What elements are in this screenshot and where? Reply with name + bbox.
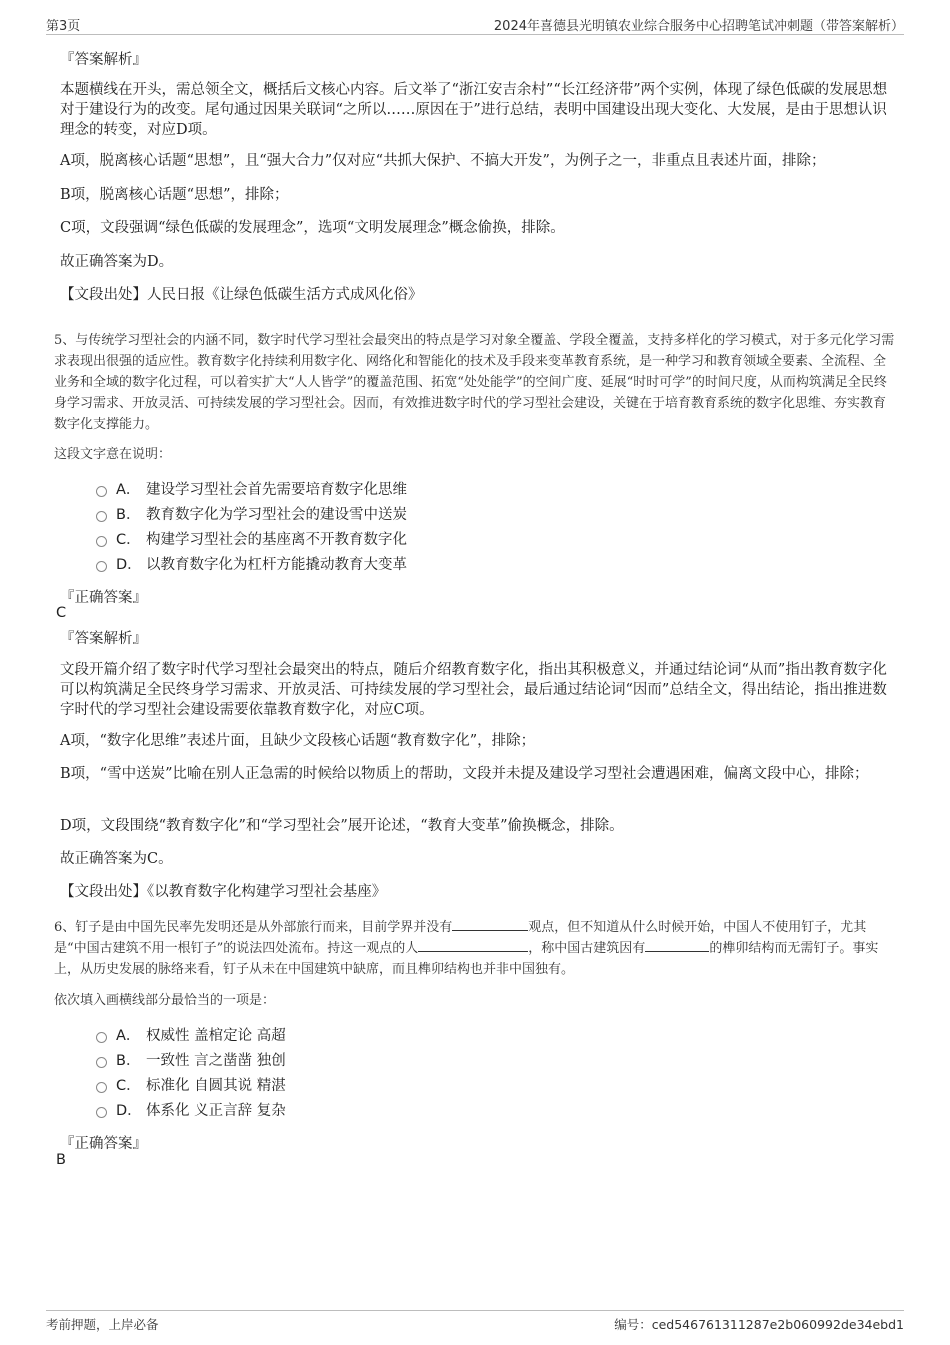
- radio-button[interactable]: [96, 561, 107, 572]
- blank-1: [452, 918, 528, 931]
- analysis-label: 『答案解析』: [60, 631, 147, 647]
- radio-button[interactable]: [96, 511, 107, 522]
- analysis-option-d: D项，文段围绕“教育数字化”和“学习型社会”展开论述，“教育大变革”偷换概念，排除。: [60, 818, 624, 834]
- analysis-conclusion: 故正确答案为C。: [60, 851, 173, 867]
- analysis-label: 『答案解析』: [60, 52, 147, 68]
- document-title: 2024年喜德县光明镇农业综合服务中心招聘笔试冲刺题（带答案解析）: [493, 19, 904, 34]
- correct-answer: C: [56, 605, 67, 621]
- correct-answer: B: [56, 1152, 66, 1168]
- analysis-option-b: B项，脱离核心话题“思想”，排除；: [60, 187, 289, 203]
- page-header: [46, 14, 904, 35]
- analysis-paragraph: 文段开篇介绍了数字时代学习型社会最突出的特点，随后介绍教育数字化，指出其积极意义，并通过结论词“从而”指出教育数字化可以构筑满足全民终身学习需求、开放灵活、可持续发展的学习型社会，最后通过结论词“因而”总结全文，得出结论，指出推进数字时代的学习型社会建设需要依靠教育数字化，对应C项。: [60, 662, 887, 718]
- correct-answer-label: 『正确答案』: [60, 1136, 147, 1152]
- blank-3: [645, 939, 709, 952]
- question-5-prompt: 这段文字意在说明：: [54, 447, 172, 462]
- analysis-option-a: A项，脱离核心话题“思想”，且“强大合力”仅对应“共抓大保护、不搞大开发”，为例子之一，非重点且表述片面，排除；: [60, 153, 826, 169]
- page-footer: [46, 1310, 904, 1333]
- analysis-option-b: B项，“雪中送炭”比喻在别人正急需的时候给以物质上的帮助，文段并未提及建设学习型社会遭遇困难，偏离文段中心，排除；: [60, 766, 869, 782]
- radio-button[interactable]: [96, 1082, 107, 1093]
- document-page: 第3页 2024年喜德县光明镇农业综合服务中心招聘笔试冲刺题（带答案解析） 『答案解析』 本题横线在开头，需总领全文，概括后文核心内容。后文举了“浙江安吉余村”“长江经济带”两个实例，体现了绿色低碳的发展思想对于建设行为的改变。尾句通过因果关联词“之所以……原因在于”进行总结，表明中国建设出现大变化、大发展，是由于思想认识理念的转变，对应D项。 A项，脱离核心话题“思想”，且“强大合力”仅对应“共抓大保护、不搞大开发”，为例子之一，非重点且表述片面，排除； B项，脱离核心话题“思想”，排除； C项，文段强调“绿色低碳的发展理念”，选项“文明发展理念”概念偷换，排除。 故正确答案为D。 【文段出处】人民日报《让绿色低碳生活方式成风化俗》 5、与传统学习型社会的内涵不同，数字时代学习型社会最突出的特点是学习对象全覆盖、学段全覆盖，支持多样化的学习模式，对于多元化学习需求表现出很强的适应性。教育数字化持续利用数字化、网络化和智能化的技术及手段来变革教育系统，是一种学习和教育领域全要素、全流程、全业务和全域的数字化过程，可以着实扩大“人人皆学”的覆盖范围、拓宽“处处能学”的空间广度、延展“时时可学”的时间尺度，从而构筑满足全民终身学习需求、开放灵活、可持续发展的学习型社会。因而，有效推进数字时代的学习型社会建设，关键在于培育教育系统的数字化思维、夯实教育数字化支撑能力。 这段文字意在说明： A． 建设学习型社会首先需要培育数字化思维 B． 教育数字化为学习型社会的建设雪中送炭 C． 构建学习型社会的基座离不开教育数字化 D． 以教育数字化为杠杆方能撬动教育大变革 『正确答案』 C 『答案解析』 文段开篇介绍了数字时代学习型社会最突出的特点，随后介绍教育数字化，指出其积极意义，并通过结论词“从而”指出教育数字化可以构筑满足全民终身学习需求、开放灵活、可持续发展的学习型社会，最后通过结论词“因而”总结全文，得出结论，指出推进数字时代的学习型社会建设需要依靠教育数字化，对应C项。 A项，“数字化思维”表述片面，且缺少文段核心话题“教育数字化”，排除； B项，“雪中送炭”比喻在别人正急需的时候给以物质上的帮助，文段并未提及建设学习型社会遭遇困难，偏离文段中心，排除； D项，文段围绕“教育数字化”和“学习型社会”展开论述，“教育大变革”偷换概念，排除。 故正确答案为C。 【文段出处】《以教育数字化构建学习型社会基座》 6、钉子是由中国先民率先发明还是从外部旅行而来，目前学界并没有 观点，但不知道从什么时候开始，中国人不使用钉子，尤其是“中国古建筑不用一根钉子”的说法四处流布。持这一观点的人 ，称中国古建筑因有 的榫卯结构而无需钉子。事实上，从历史发展的脉络来看，钉子从未在中国建筑中缺席，而且榫卯结构也并非中国独有。 依次填入画横线部分最恰当的一项是： A． 权威性 盖棺定论 高超 B． 一致性 言之凿凿 独创 C． 标准化 自圆其说 精湛 D． 体系化 义正言辞 复杂 『正确答案』 B 考前押题，上岸必备 编号：ced546761311287e2b060992de34ebd1: [0, 0, 950, 1345]
- analysis-option-c: C项，文段强调“绿色低碳的发展理念”，选项“文明发展理念”概念偷换，排除。: [60, 220, 565, 236]
- blank-2: [418, 939, 528, 952]
- question-6-prompt: 依次填入画横线部分最恰当的一项是：: [54, 993, 276, 1008]
- radio-button[interactable]: [96, 536, 107, 547]
- page-number: 第3页: [46, 19, 81, 34]
- correct-answer-label: 『正确答案』: [60, 590, 147, 606]
- analysis-paragraph: 本题横线在开头，需总领全文，概括后文核心内容。后文举了“浙江安吉余村”“长江经济带”两个实例，体现了绿色低碳的发展思想对于建设行为的改变。尾句通过因果关联词“之所以……原因在于”进行总结，表明中国建设出现大变化、大发展，是由于思想认识理念的转变，对应D项。: [60, 82, 888, 138]
- analysis-option-a: A项，“数字化思维”表述片面，且缺少文段核心话题“教育数字化”，排除；: [60, 733, 536, 749]
- analysis-conclusion: 故正确答案为D。: [60, 254, 174, 270]
- radio-button[interactable]: [96, 486, 107, 497]
- radio-button[interactable]: [96, 1032, 107, 1043]
- question-6-stem: 6、钉子是由中国先民率先发明还是从外部旅行而来，目前学界并没有 观点，但不知道从什么时候开始，中国人不使用钉子，尤其是“中国古建筑不用一根钉子”的说法四处流布。持这一观点的人 ，称中国古建筑因有 的榫卯结构而无需钉子。事实上，从历史发展的脉络来看，钉子从未在中国建筑中缺席，而且榫卯结构也并非中国独有。: [54, 920, 879, 977]
- footer-slogan: 考前押题，上岸必备: [46, 1317, 159, 1332]
- document-id: 编号：ced546761311287e2b060992de34ebd1: [614, 1317, 904, 1332]
- radio-button[interactable]: [96, 1057, 107, 1068]
- source-citation: 【文段出处】《以教育数字化构建学习型社会基座》: [60, 884, 387, 900]
- question-5-stem: 5、与传统学习型社会的内涵不同，数字时代学习型社会最突出的特点是学习对象全覆盖、学段全覆盖，支持多样化的学习模式，对于多元化学习需求表现出很强的适应性。教育数字化持续利用数字化、网络化和智能化的技术及手段来变革教育系统，是一种学习和教育领域全要素、全流程、全业务和全域的数字化过程，可以着实扩大“人人皆学”的覆盖范围、拓宽“处处能学”的空间广度、延展“时时可学”的时间尺度，从而构筑满足全民终身学习需求、开放灵活、可持续发展的学习型社会。因而，有效推进数字时代的学习型社会建设，关键在于培育教育系统的数字化思维、夯实教育数字化支撑能力。: [54, 333, 895, 432]
- radio-button[interactable]: [96, 1107, 107, 1118]
- source-citation: 【文段出处】人民日报《让绿色低碳生活方式成风化俗》: [60, 287, 423, 303]
